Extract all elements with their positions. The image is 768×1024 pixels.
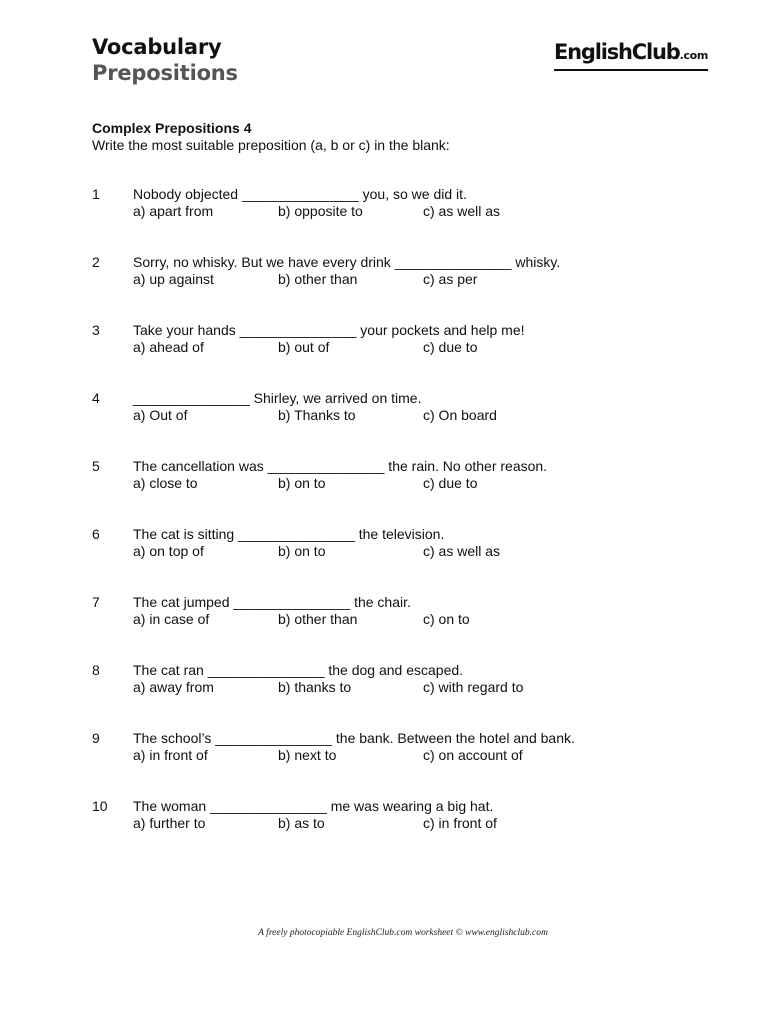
topic-title: Prepositions <box>92 61 238 85</box>
question-number: 3 <box>92 322 100 338</box>
question-text: Nobody objected _______________ you, so we did it. <box>133 186 467 202</box>
option-b: b) on to <box>278 475 326 491</box>
question-number: 7 <box>92 594 100 610</box>
question-item <box>92 730 692 798</box>
option-c: c) with regard to <box>423 679 524 695</box>
question-number: 1 <box>92 186 100 202</box>
question-number: 6 <box>92 526 100 542</box>
question-item <box>92 798 692 866</box>
question-item <box>92 458 692 526</box>
exercise-instruction: Write the most suitable preposition (a, b or c) in the blank: <box>92 137 450 153</box>
question-item <box>92 526 692 594</box>
question-item <box>92 186 692 254</box>
option-a: a) ahead of <box>133 339 204 355</box>
logo-wordmark: EnglishClub <box>554 40 680 64</box>
option-c: c) on to <box>423 611 470 627</box>
option-c: c) due to <box>423 475 478 491</box>
option-a: a) away from <box>133 679 214 695</box>
question-text: The woman _______________ me was wearing a big hat. <box>133 798 494 814</box>
question-text: The cat jumped _______________ the chair. <box>133 594 411 610</box>
option-b: b) opposite to <box>278 203 363 219</box>
englishclub-logo <box>554 40 708 71</box>
question-number: 9 <box>92 730 100 746</box>
question-text: The cat is sitting _______________ the television. <box>133 526 445 542</box>
option-b: b) next to <box>278 747 337 763</box>
question-text: Sorry, no whisky. But we have every drink _______________ whisky. <box>133 254 561 270</box>
question-number: 4 <box>92 390 100 406</box>
question-number: 2 <box>92 254 100 270</box>
option-b: b) other than <box>278 611 358 627</box>
option-a: a) further to <box>133 815 206 831</box>
question-item <box>92 594 692 662</box>
option-c: c) due to <box>423 339 478 355</box>
question-number: 8 <box>92 662 100 678</box>
option-a: a) apart from <box>133 203 214 219</box>
question-list <box>92 186 692 866</box>
option-a: a) close to <box>133 475 198 491</box>
option-a: a) in case of <box>133 611 210 627</box>
option-a: a) in front of <box>133 747 208 763</box>
option-c: c) on account of <box>423 747 523 763</box>
option-b: b) other than <box>278 271 358 287</box>
question-item <box>92 322 692 390</box>
question-text: The school’s _______________ the bank. Between the hotel and bank. <box>133 730 575 746</box>
exercise-intro <box>92 120 450 154</box>
question-text: The cat ran _______________ the dog and escaped. <box>133 662 464 678</box>
logo-domain: .com <box>679 49 709 62</box>
copyright-footer: A freely photocopiable EnglishClub.com worksheet © www.englishclub.com <box>258 928 548 938</box>
question-item <box>92 254 692 322</box>
option-b: b) on to <box>278 543 326 559</box>
option-c: c) as well as <box>423 203 501 219</box>
question-text: The cancellation was _______________ the rain. No other reason. <box>133 458 548 474</box>
option-a: a) on top of <box>133 543 204 559</box>
worksheet-header <box>92 34 238 86</box>
question-item <box>92 390 692 458</box>
option-a: a) up against <box>133 271 214 287</box>
option-b: b) as to <box>278 815 325 831</box>
question-number: 5 <box>92 458 100 474</box>
option-c: c) as well as <box>423 543 501 559</box>
category-title: Vocabulary <box>92 35 222 59</box>
option-c: c) in front of <box>423 815 497 831</box>
question-text: _______________ Shirley, we arrived on time. <box>133 390 422 406</box>
option-a: a) Out of <box>133 407 188 423</box>
option-b: b) thanks to <box>278 679 352 695</box>
option-b: b) Thanks to <box>278 407 356 423</box>
exercise-subtitle: Complex Prepositions 4 <box>92 120 252 136</box>
question-text: Take your hands _______________ your pockets and help me! <box>133 322 525 338</box>
question-number: 10 <box>92 798 108 814</box>
question-item <box>92 662 692 730</box>
option-c: c) as per <box>423 271 478 287</box>
option-c: c) On board <box>423 407 497 423</box>
option-b: b) out of <box>278 339 330 355</box>
